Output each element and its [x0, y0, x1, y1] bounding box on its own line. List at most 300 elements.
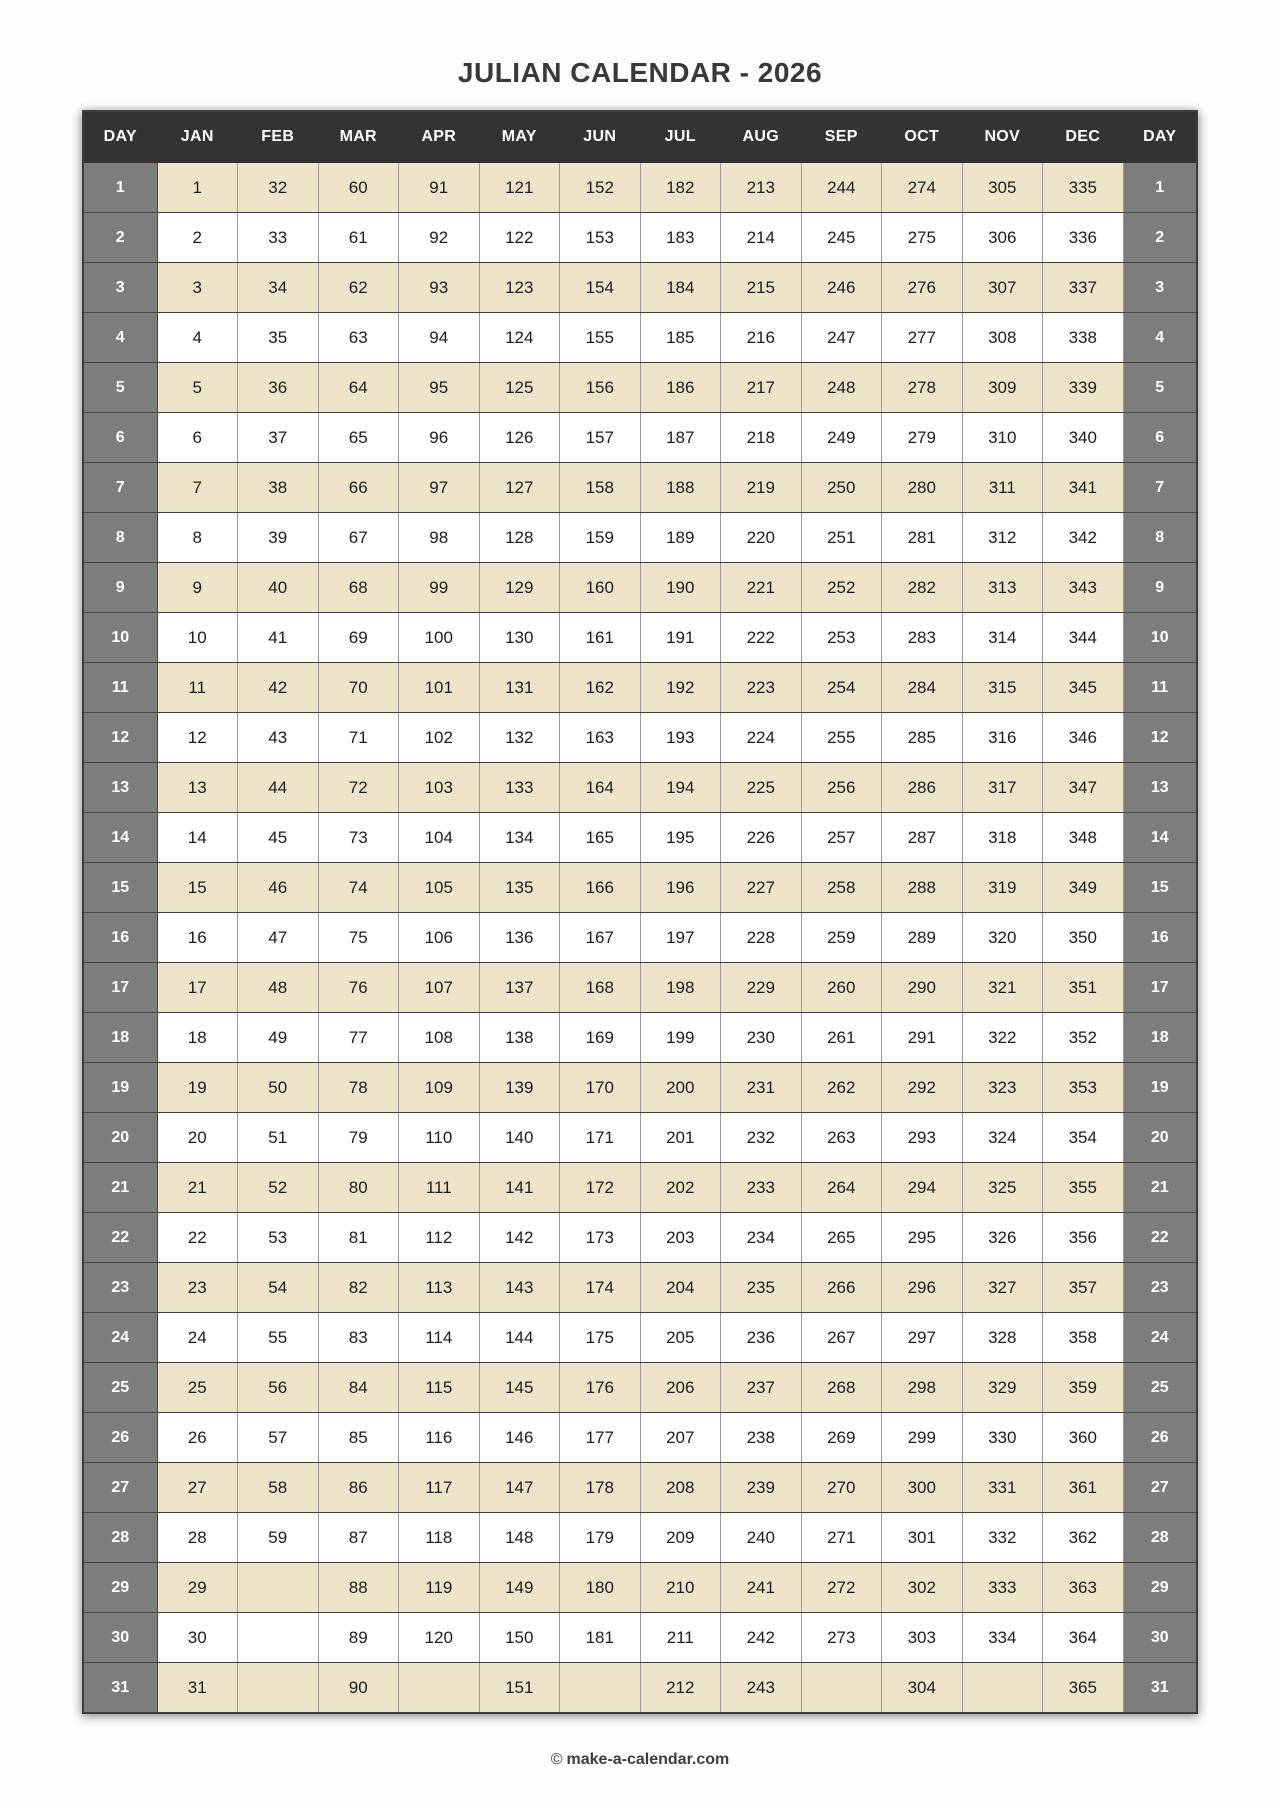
julian-date-cell-jun-24: 175 [560, 1313, 641, 1363]
julian-date-cell-sep-2: 245 [801, 213, 882, 263]
julian-date-cell-sep-22: 265 [801, 1213, 882, 1263]
julian-date-cell-jan-31: 31 [157, 1663, 238, 1714]
julian-date-cell-nov-12: 316 [962, 713, 1043, 763]
julian-date-cell-jun-11: 162 [560, 663, 641, 713]
day-number-left: 6 [83, 413, 157, 463]
julian-date-cell-sep-16: 259 [801, 913, 882, 963]
julian-date-cell-jul-19: 200 [640, 1063, 721, 1113]
julian-date-cell-jun-21: 172 [560, 1163, 641, 1213]
day-number-right: 14 [1123, 813, 1197, 863]
julian-date-cell-aug-8: 220 [721, 513, 802, 563]
julian-date-cell-dec-26: 360 [1043, 1413, 1124, 1463]
julian-date-cell-may-12: 132 [479, 713, 560, 763]
julian-date-cell-oct-1: 274 [882, 163, 963, 213]
day-number-right: 15 [1123, 863, 1197, 913]
column-header-aug: AUG [721, 111, 802, 163]
julian-date-cell-jun-14: 165 [560, 813, 641, 863]
julian-date-cell-jul-13: 194 [640, 763, 721, 813]
julian-date-cell-sep-28: 271 [801, 1513, 882, 1563]
julian-date-cell-jun-7: 158 [560, 463, 641, 513]
table-row-day-24 [83, 1313, 1197, 1363]
julian-date-cell-dec-14: 348 [1043, 813, 1124, 863]
julian-date-cell-may-2: 122 [479, 213, 560, 263]
julian-date-cell-dec-30: 364 [1043, 1613, 1124, 1663]
julian-date-cell-apr-4: 94 [399, 313, 480, 363]
julian-date-cell-nov-8: 312 [962, 513, 1043, 563]
day-number-right: 5 [1123, 363, 1197, 413]
julian-date-cell-feb-6: 37 [238, 413, 319, 463]
julian-date-cell-jul-21: 202 [640, 1163, 721, 1213]
julian-date-cell-jul-11: 192 [640, 663, 721, 713]
julian-date-cell-dec-10: 344 [1043, 613, 1124, 663]
day-number-left: 17 [83, 963, 157, 1013]
footer-site-name: make-a-calendar.com [566, 1751, 730, 1768]
julian-date-cell-oct-16: 289 [882, 913, 963, 963]
julian-date-cell-nov-27: 331 [962, 1463, 1043, 1513]
julian-date-cell-feb-16: 47 [238, 913, 319, 963]
julian-date-cell-sep-20: 263 [801, 1113, 882, 1163]
julian-date-cell-sep-17: 260 [801, 963, 882, 1013]
julian-date-cell-feb-13: 44 [238, 763, 319, 813]
day-number-right: 16 [1123, 913, 1197, 963]
day-number-right: 9 [1123, 563, 1197, 613]
julian-date-cell-mar-30: 89 [318, 1613, 399, 1663]
julian-date-cell-jul-3: 184 [640, 263, 721, 313]
julian-date-cell-dec-3: 337 [1043, 263, 1124, 313]
julian-date-cell-jul-6: 187 [640, 413, 721, 463]
julian-date-cell-jun-19: 170 [560, 1063, 641, 1113]
julian-date-cell-nov-6: 310 [962, 413, 1043, 463]
julian-date-cell-nov-29: 333 [962, 1563, 1043, 1613]
julian-date-cell-oct-31: 304 [882, 1663, 963, 1714]
julian-date-cell-may-8: 128 [479, 513, 560, 563]
day-number-right: 29 [1123, 1563, 1197, 1613]
julian-date-cell-jan-11: 11 [157, 663, 238, 713]
day-number-right: 22 [1123, 1213, 1197, 1263]
julian-date-cell-apr-20: 110 [399, 1113, 480, 1163]
day-number-left: 23 [83, 1263, 157, 1313]
day-number-right: 6 [1123, 413, 1197, 463]
julian-date-cell-jul-22: 203 [640, 1213, 721, 1263]
julian-date-cell-dec-18: 352 [1043, 1013, 1124, 1063]
julian-date-cell-aug-12: 224 [721, 713, 802, 763]
day-number-left: 18 [83, 1013, 157, 1063]
julian-date-cell-dec-1: 335 [1043, 163, 1124, 213]
julian-date-cell-aug-7: 219 [721, 463, 802, 513]
julian-date-cell-dec-28: 362 [1043, 1513, 1124, 1563]
day-number-right: 24 [1123, 1313, 1197, 1363]
julian-date-cell-feb-9: 40 [238, 563, 319, 613]
julian-date-cell-nov-30: 334 [962, 1613, 1043, 1663]
julian-date-cell-may-13: 133 [479, 763, 560, 813]
table-row-day-3 [83, 263, 1197, 313]
day-number-right: 20 [1123, 1113, 1197, 1163]
day-number-right: 19 [1123, 1063, 1197, 1113]
julian-date-cell-jul-30: 211 [640, 1613, 721, 1663]
julian-date-cell-mar-16: 75 [318, 913, 399, 963]
table-row-day-21 [83, 1163, 1197, 1213]
julian-date-cell-feb-26: 57 [238, 1413, 319, 1463]
julian-date-cell-jul-27: 208 [640, 1463, 721, 1513]
table-row-day-5 [83, 363, 1197, 413]
julian-date-cell-may-20: 140 [479, 1113, 560, 1163]
julian-date-cell-nov-24: 328 [962, 1313, 1043, 1363]
julian-date-cell-jul-8: 189 [640, 513, 721, 563]
table-row-day-16 [83, 913, 1197, 963]
julian-date-cell-jan-15: 15 [157, 863, 238, 913]
julian-date-cell-dec-15: 349 [1043, 863, 1124, 913]
julian-date-cell-dec-24: 358 [1043, 1313, 1124, 1363]
julian-date-cell-apr-5: 95 [399, 363, 480, 413]
julian-date-cell-may-25: 145 [479, 1363, 560, 1413]
julian-date-cell-may-19: 139 [479, 1063, 560, 1113]
day-number-right: 25 [1123, 1363, 1197, 1413]
day-number-left: 13 [83, 763, 157, 813]
julian-date-cell-sep-26: 269 [801, 1413, 882, 1463]
julian-date-cell-oct-30: 303 [882, 1613, 963, 1663]
day-number-left: 14 [83, 813, 157, 863]
julian-date-cell-mar-21: 80 [318, 1163, 399, 1213]
julian-date-cell-nov-11: 315 [962, 663, 1043, 713]
julian-date-cell-feb-7: 38 [238, 463, 319, 513]
julian-date-cell-apr-26: 116 [399, 1413, 480, 1463]
julian-date-cell-oct-14: 287 [882, 813, 963, 863]
julian-date-cell-jun-6: 157 [560, 413, 641, 463]
day-number-left: 28 [83, 1513, 157, 1563]
julian-date-cell-dec-20: 354 [1043, 1113, 1124, 1163]
day-number-left: 19 [83, 1063, 157, 1113]
julian-date-cell-jan-17: 17 [157, 963, 238, 1013]
table-row-day-28 [83, 1513, 1197, 1563]
julian-date-cell-nov-25: 329 [962, 1363, 1043, 1413]
julian-date-cell-jan-20: 20 [157, 1113, 238, 1163]
julian-date-cell-sep-30: 273 [801, 1613, 882, 1663]
julian-date-cell-jan-22: 22 [157, 1213, 238, 1263]
julian-date-cell-may-18: 138 [479, 1013, 560, 1063]
julian-date-cell-may-28: 148 [479, 1513, 560, 1563]
julian-date-cell-oct-28: 301 [882, 1513, 963, 1563]
julian-date-cell-feb-25: 56 [238, 1363, 319, 1413]
julian-date-cell-jun-10: 161 [560, 613, 641, 663]
julian-date-cell-mar-13: 72 [318, 763, 399, 813]
julian-date-cell-feb-5: 36 [238, 363, 319, 413]
table-row-day-10 [83, 613, 1197, 663]
julian-date-cell-may-5: 125 [479, 363, 560, 413]
julian-date-cell-apr-10: 100 [399, 613, 480, 663]
julian-date-cell-feb-10: 41 [238, 613, 319, 663]
table-row-day-30 [83, 1613, 1197, 1663]
julian-date-cell-oct-13: 286 [882, 763, 963, 813]
day-number-right: 8 [1123, 513, 1197, 563]
julian-date-cell-jul-9: 190 [640, 563, 721, 613]
julian-date-cell-feb-2: 33 [238, 213, 319, 263]
julian-date-cell-dec-19: 353 [1043, 1063, 1124, 1113]
julian-date-cell-jan-26: 26 [157, 1413, 238, 1463]
julian-date-cell-oct-21: 294 [882, 1163, 963, 1213]
table-row-day-6 [83, 413, 1197, 463]
julian-date-cell-oct-5: 278 [882, 363, 963, 413]
table-row-day-2 [83, 213, 1197, 263]
julian-date-cell-jun-29: 180 [560, 1563, 641, 1613]
julian-date-cell-may-16: 136 [479, 913, 560, 963]
julian-calendar-table [82, 110, 1198, 1714]
table-row-day-22 [83, 1213, 1197, 1263]
julian-date-cell-dec-5: 339 [1043, 363, 1124, 413]
julian-date-cell-sep-6: 249 [801, 413, 882, 463]
julian-date-cell-jun-27: 178 [560, 1463, 641, 1513]
julian-date-cell-jun-26: 177 [560, 1413, 641, 1463]
column-header-nov: NOV [962, 111, 1043, 163]
table-row-day-27 [83, 1463, 1197, 1513]
day-number-right: 1 [1123, 163, 1197, 213]
julian-date-cell-mar-24: 83 [318, 1313, 399, 1363]
julian-date-cell-jul-2: 183 [640, 213, 721, 263]
julian-date-cell-jul-20: 201 [640, 1113, 721, 1163]
julian-date-cell-may-23: 143 [479, 1263, 560, 1313]
julian-date-cell-jan-27: 27 [157, 1463, 238, 1513]
julian-date-cell-nov-19: 323 [962, 1063, 1043, 1113]
julian-date-cell-feb-11: 42 [238, 663, 319, 713]
julian-date-cell-dec-22: 356 [1043, 1213, 1124, 1263]
day-number-right: 12 [1123, 713, 1197, 763]
julian-date-cell-sep-19: 262 [801, 1063, 882, 1113]
page-title: JULIAN CALENDAR - 2026 [457, 57, 823, 88]
julian-date-cell-feb-17: 48 [238, 963, 319, 1013]
day-number-right: 23 [1123, 1263, 1197, 1313]
julian-date-cell-feb-22: 53 [238, 1213, 319, 1263]
julian-date-cell-feb-18: 49 [238, 1013, 319, 1063]
julian-date-cell-sep-11: 254 [801, 663, 882, 713]
julian-date-cell-feb-12: 43 [238, 713, 319, 763]
julian-date-cell-sep-4: 247 [801, 313, 882, 363]
table-row-day-9 [83, 563, 1197, 613]
julian-date-cell-jun-22: 173 [560, 1213, 641, 1263]
julian-date-cell-jul-23: 204 [640, 1263, 721, 1313]
julian-date-cell-dec-16: 350 [1043, 913, 1124, 963]
julian-date-cell-jan-3: 3 [157, 263, 238, 313]
julian-date-cell-mar-11: 70 [318, 663, 399, 713]
julian-date-cell-oct-29: 302 [882, 1563, 963, 1613]
day-number-left: 31 [83, 1663, 157, 1714]
julian-date-cell-jul-4: 185 [640, 313, 721, 363]
julian-date-cell-nov-21: 325 [962, 1163, 1043, 1213]
day-number-right: 4 [1123, 313, 1197, 363]
julian-date-cell-oct-7: 280 [882, 463, 963, 513]
julian-date-cell-dec-11: 345 [1043, 663, 1124, 713]
julian-date-cell-aug-26: 238 [721, 1413, 802, 1463]
julian-date-cell-feb-20: 51 [238, 1113, 319, 1163]
julian-date-cell-apr-31 [399, 1663, 480, 1714]
julian-date-cell-jun-28: 179 [560, 1513, 641, 1563]
table-row-day-18 [83, 1013, 1197, 1063]
julian-date-cell-jan-1: 1 [157, 163, 238, 213]
julian-date-cell-may-27: 147 [479, 1463, 560, 1513]
julian-date-cell-dec-23: 357 [1043, 1263, 1124, 1313]
julian-date-cell-apr-6: 96 [399, 413, 480, 463]
julian-date-cell-apr-13: 103 [399, 763, 480, 813]
day-number-left: 26 [83, 1413, 157, 1463]
julian-date-cell-nov-20: 324 [962, 1113, 1043, 1163]
table-row-day-11 [83, 663, 1197, 713]
julian-date-cell-dec-25: 359 [1043, 1363, 1124, 1413]
julian-date-cell-sep-27: 270 [801, 1463, 882, 1513]
table-header-row [83, 111, 1197, 163]
julian-date-cell-apr-17: 107 [399, 963, 480, 1013]
column-header-oct: OCT [882, 111, 963, 163]
day-number-right: 18 [1123, 1013, 1197, 1063]
julian-date-cell-jul-16: 197 [640, 913, 721, 963]
julian-date-cell-may-24: 144 [479, 1313, 560, 1363]
julian-date-cell-feb-24: 55 [238, 1313, 319, 1363]
julian-date-cell-jul-31: 212 [640, 1663, 721, 1714]
julian-date-cell-dec-7: 341 [1043, 463, 1124, 513]
table-row-day-31 [83, 1663, 1197, 1714]
julian-date-cell-mar-29: 88 [318, 1563, 399, 1613]
julian-date-cell-oct-19: 292 [882, 1063, 963, 1113]
julian-date-cell-mar-28: 87 [318, 1513, 399, 1563]
julian-date-cell-nov-4: 308 [962, 313, 1043, 363]
column-header-may: MAY [479, 111, 560, 163]
julian-date-cell-dec-4: 338 [1043, 313, 1124, 363]
julian-date-cell-apr-29: 119 [399, 1563, 480, 1613]
julian-date-cell-mar-22: 81 [318, 1213, 399, 1263]
julian-date-cell-sep-15: 258 [801, 863, 882, 913]
julian-date-cell-mar-25: 84 [318, 1363, 399, 1413]
day-number-left: 1 [83, 163, 157, 213]
julian-date-cell-jul-18: 199 [640, 1013, 721, 1063]
julian-date-cell-jun-8: 159 [560, 513, 641, 563]
day-number-left: 25 [83, 1363, 157, 1413]
julian-date-cell-may-31: 151 [479, 1663, 560, 1714]
julian-date-cell-jun-17: 168 [560, 963, 641, 1013]
julian-date-cell-aug-20: 232 [721, 1113, 802, 1163]
julian-date-cell-sep-8: 251 [801, 513, 882, 563]
julian-date-cell-mar-23: 82 [318, 1263, 399, 1313]
julian-date-cell-aug-9: 221 [721, 563, 802, 613]
julian-date-cell-oct-22: 295 [882, 1213, 963, 1263]
julian-date-cell-oct-17: 290 [882, 963, 963, 1013]
day-number-left: 29 [83, 1563, 157, 1613]
julian-date-cell-jul-7: 188 [640, 463, 721, 513]
julian-date-cell-nov-2: 306 [962, 213, 1043, 263]
copyright-icon: © [550, 1751, 563, 1768]
julian-date-cell-apr-14: 104 [399, 813, 480, 863]
julian-date-cell-jul-26: 207 [640, 1413, 721, 1463]
julian-date-cell-apr-19: 109 [399, 1063, 480, 1113]
julian-date-cell-jun-9: 160 [560, 563, 641, 613]
day-number-right: 7 [1123, 463, 1197, 513]
julian-date-cell-nov-7: 311 [962, 463, 1043, 513]
julian-date-cell-may-26: 146 [479, 1413, 560, 1463]
julian-date-cell-dec-12: 346 [1043, 713, 1124, 763]
julian-date-cell-jul-14: 195 [640, 813, 721, 863]
day-number-left: 7 [83, 463, 157, 513]
julian-date-cell-feb-30 [238, 1613, 319, 1663]
julian-date-cell-oct-9: 282 [882, 563, 963, 613]
julian-date-cell-sep-13: 256 [801, 763, 882, 813]
julian-date-cell-nov-26: 330 [962, 1413, 1043, 1463]
julian-date-cell-aug-25: 237 [721, 1363, 802, 1413]
julian-date-cell-oct-2: 275 [882, 213, 963, 263]
julian-date-cell-may-29: 149 [479, 1563, 560, 1613]
julian-date-cell-jan-25: 25 [157, 1363, 238, 1413]
julian-date-cell-sep-5: 248 [801, 363, 882, 413]
julian-date-cell-oct-6: 279 [882, 413, 963, 463]
julian-date-cell-sep-9: 252 [801, 563, 882, 613]
julian-date-cell-aug-19: 231 [721, 1063, 802, 1113]
julian-date-cell-apr-22: 112 [399, 1213, 480, 1263]
julian-date-cell-aug-3: 215 [721, 263, 802, 313]
julian-date-cell-apr-28: 118 [399, 1513, 480, 1563]
day-number-right: 17 [1123, 963, 1197, 1013]
day-number-left: 4 [83, 313, 157, 363]
julian-date-cell-apr-15: 105 [399, 863, 480, 913]
julian-date-cell-aug-13: 225 [721, 763, 802, 813]
julian-date-cell-aug-15: 227 [721, 863, 802, 913]
julian-date-cell-may-6: 126 [479, 413, 560, 463]
julian-date-cell-aug-10: 222 [721, 613, 802, 663]
table-row-day-29 [83, 1563, 1197, 1613]
julian-date-cell-nov-5: 309 [962, 363, 1043, 413]
julian-date-cell-apr-3: 93 [399, 263, 480, 313]
julian-date-cell-nov-31 [962, 1663, 1043, 1714]
julian-date-cell-aug-31: 243 [721, 1663, 802, 1714]
julian-date-cell-nov-28: 332 [962, 1513, 1043, 1563]
julian-date-cell-jun-18: 169 [560, 1013, 641, 1063]
julian-date-cell-oct-20: 293 [882, 1113, 963, 1163]
julian-date-cell-jul-10: 191 [640, 613, 721, 663]
julian-date-cell-aug-1: 213 [721, 163, 802, 213]
column-header-feb: FEB [238, 111, 319, 163]
julian-date-cell-mar-1: 60 [318, 163, 399, 213]
julian-date-cell-sep-31 [801, 1663, 882, 1714]
julian-date-cell-sep-10: 253 [801, 613, 882, 663]
julian-date-cell-apr-25: 115 [399, 1363, 480, 1413]
julian-date-cell-aug-21: 233 [721, 1163, 802, 1213]
julian-date-cell-nov-3: 307 [962, 263, 1043, 313]
julian-date-cell-jul-24: 205 [640, 1313, 721, 1363]
julian-date-cell-may-10: 130 [479, 613, 560, 663]
julian-date-cell-apr-11: 101 [399, 663, 480, 713]
julian-date-cell-mar-6: 65 [318, 413, 399, 463]
julian-date-cell-dec-9: 343 [1043, 563, 1124, 613]
julian-date-cell-may-7: 127 [479, 463, 560, 513]
julian-date-cell-may-3: 123 [479, 263, 560, 313]
julian-date-cell-oct-11: 284 [882, 663, 963, 713]
julian-date-cell-jan-10: 10 [157, 613, 238, 663]
day-number-left: 21 [83, 1163, 157, 1213]
julian-date-cell-mar-12: 71 [318, 713, 399, 763]
day-number-left: 16 [83, 913, 157, 963]
julian-date-cell-dec-31: 365 [1043, 1663, 1124, 1714]
julian-date-cell-sep-25: 268 [801, 1363, 882, 1413]
julian-date-cell-mar-19: 78 [318, 1063, 399, 1113]
julian-date-cell-oct-12: 285 [882, 713, 963, 763]
day-number-left: 8 [83, 513, 157, 563]
julian-date-cell-aug-30: 242 [721, 1613, 802, 1663]
julian-date-cell-jan-7: 7 [157, 463, 238, 513]
julian-date-cell-mar-9: 68 [318, 563, 399, 613]
julian-date-cell-jun-2: 153 [560, 213, 641, 263]
day-number-left: 11 [83, 663, 157, 713]
table-row-day-17 [83, 963, 1197, 1013]
column-header-apr: APR [399, 111, 480, 163]
day-number-left: 27 [83, 1463, 157, 1513]
julian-date-cell-apr-1: 91 [399, 163, 480, 213]
julian-date-cell-dec-13: 347 [1043, 763, 1124, 813]
day-number-right: 28 [1123, 1513, 1197, 1563]
julian-date-cell-jan-9: 9 [157, 563, 238, 613]
